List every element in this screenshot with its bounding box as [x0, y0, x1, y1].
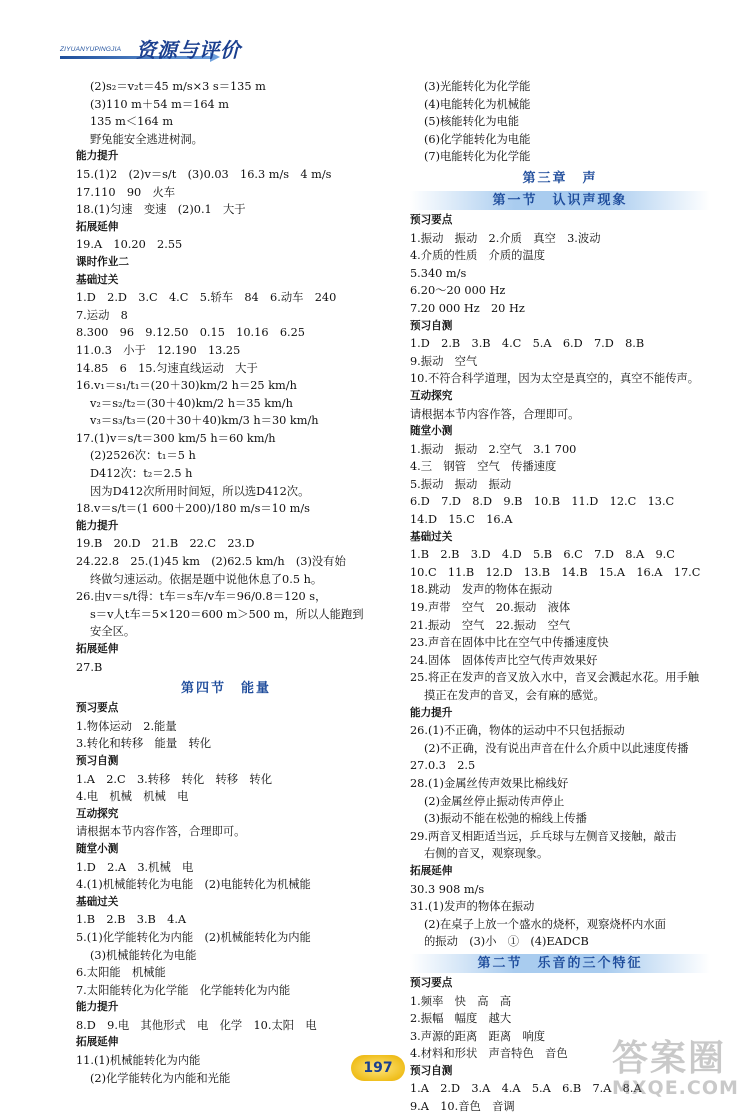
section-label: 预习自测	[410, 319, 453, 332]
watermark-text-top: 答案圈	[612, 1038, 727, 1079]
answer-line: (7)电能转化为化学能	[424, 150, 531, 164]
answer-line: D412次：t₂＝2.5 h	[90, 467, 193, 481]
answer-line: 24.22.8 25.(1)45 km (2)62.5 km/h (3)没有始	[76, 555, 346, 569]
answer-line: (3)振动不能在松弛的棉线上传播	[424, 812, 587, 826]
answer-line: 19.声带 空气 20.振动 液体	[410, 601, 571, 615]
section-label: 预习要点	[410, 976, 453, 989]
section-heading: 第四节 能量	[180, 681, 271, 697]
answer-line: 30.3 908 m/s	[410, 882, 485, 896]
answer-line: 29.两音叉相距适当远，乒乓球与左侧音叉接触，敲击	[410, 829, 677, 843]
answer-line: 7.运动 8	[76, 308, 128, 322]
section-label: 拓展延伸	[76, 643, 119, 655]
section-label: 预习自测	[410, 1064, 453, 1077]
section-label: 互动探究	[76, 807, 119, 820]
answer-line: 17.110 90 火车	[76, 185, 176, 199]
answer-line: 14.D 15.C 16.A	[410, 513, 513, 527]
answer-line: 18.跳动 发声的物体在振动	[410, 583, 553, 597]
section-label: 预习自测	[76, 754, 119, 767]
answer-line: 4.三 钢管 空气 传播速度	[410, 460, 557, 474]
section-label: 课时作业二	[76, 255, 129, 268]
answer-line: 14.85 6 15.匀速直线运动 大于	[76, 361, 258, 375]
answer-line: 1.D 2.D 3.C 4.C 5.轿车 84 6.动车 240	[76, 291, 337, 305]
answer-line: 9.A 10.音色 音调	[410, 1100, 515, 1114]
section-label: 拓展延伸	[410, 864, 453, 877]
answer-line: (5)核能转化为电能	[424, 115, 520, 129]
answer-line: (2)在桌子上放一个盛水的烧杯，观察烧杯内水面	[424, 917, 666, 931]
answer-line: 21.振动 空气 22.振动 空气	[410, 618, 571, 632]
answer-line: 7.太阳能转化为化学能 化学能转化为内能	[76, 983, 291, 997]
answer-line: 8.300 96 9.12.50 0.15 10.16 6.25	[76, 326, 305, 340]
answer-line: 28.(1)金属丝传声效果比棉线好	[410, 776, 569, 790]
answer-line: 2.振幅 幅度 越大	[410, 1012, 512, 1026]
section-label: 能力提升	[76, 1001, 119, 1014]
answer-line: v₂＝s₂/t₂＝(30＋40)km/2 h＝35 km/h	[90, 396, 293, 410]
answer-line: 右侧的音叉，观察现象。	[424, 847, 549, 861]
section-label: 互动探究	[410, 389, 453, 402]
section-label: 能力提升	[76, 150, 119, 163]
answer-line: (2)不正确，没有说出声音在什么介质中以此速度传播	[424, 741, 689, 755]
section-label: 预习要点	[410, 213, 453, 226]
answer-line: 4.材料和形状 声音特色 音色	[410, 1047, 568, 1061]
answer-line: 25.将正在发声的音叉放入水中，音叉会溅起水花。用手触	[410, 671, 700, 685]
page-number: 197	[351, 1055, 405, 1081]
answer-line: 因为D412次所用时间短，所以选D412次。	[90, 484, 310, 498]
section-label: 随堂小测	[410, 425, 453, 438]
answer-line: 27.B	[76, 660, 103, 674]
answer-line: 5.340 m/s	[410, 266, 467, 280]
answer-line: 11.0.3 小于 12.190 13.25	[76, 343, 241, 357]
answer-line: v₃＝s₃/t₃＝(20＋30＋40)km/3 h＝30 km/h	[90, 414, 319, 428]
answer-line: 3.转化和转移 能量 转化	[76, 737, 212, 751]
answer-line: 1.物体运动 2.能量	[76, 719, 177, 733]
answer-line: 18.v＝s/t＝(1 600＋200)/180 m/s＝10 m/s	[76, 502, 310, 516]
answer-line: 1.振动 振动 2.空气 3.1 700	[410, 442, 577, 456]
answer-line: 终做匀速运动。依据是题中说他休息了0.5 h。	[90, 572, 323, 586]
right-column	[410, 78, 710, 1116]
answer-line: (2)s₂＝v₂t＝45 m/s×3 s＝135 m	[90, 80, 266, 93]
answer-line: (2)化学能转化为内能和光能	[90, 1071, 231, 1085]
header-title: 资源与评价	[136, 38, 241, 62]
header-pinyin: ZIYUANYUPINGJIA	[60, 46, 122, 53]
answer-line: 6.太阳能 机械能	[76, 966, 166, 980]
answer-line: 1.D 2.A 3.机械 电	[76, 860, 194, 874]
answer-line: s＝v人t车＝5×120＝600 m＞500 m，所以人能跑到	[90, 607, 364, 621]
answer-line: 的振动 (3)小 ① (4)EADCB	[424, 935, 589, 949]
answer-line: (3)光能转化为化学能	[424, 80, 531, 93]
section-label: 随堂小测	[76, 842, 119, 855]
answer-line: 野兔能安全逃进树洞。	[90, 132, 203, 146]
section-label: 基础过关	[410, 530, 453, 543]
section-heading: 第一节 认识声现象	[410, 191, 710, 210]
answer-line: 15.(1)2 (2)v＝s/t (3)0.03 16.3 m/s 4 m/s	[76, 167, 332, 181]
answer-line: 请根据本节内容作答，合理即可。	[410, 407, 580, 421]
section-heading: 第三章 声	[522, 170, 598, 186]
answer-line: 1.D 2.B 3.B 4.C 5.A 6.D 7.D 8.B	[410, 337, 645, 351]
answer-line: (2)2526次：t₁＝5 h	[90, 449, 196, 463]
answer-line: (3)110 m＋54 m＝164 m	[90, 97, 230, 111]
answer-line: 6.20～20 000 Hz	[410, 284, 506, 298]
answer-line: 1.频率 快 高 高	[410, 994, 512, 1008]
page-header	[60, 32, 360, 66]
answer-line: 4.(1)机械能转化为电能 (2)电能转化为机械能	[76, 878, 311, 892]
answer-line: 4.电 机械 机械 电	[76, 790, 189, 804]
answer-line: 24.固体 固体传声比空气传声效果好	[410, 653, 598, 667]
answer-line: 26.由v＝s/t得：t车＝s车/v车＝96/0.8＝120 s，	[76, 590, 327, 604]
answer-line: 9.振动 空气	[410, 354, 478, 368]
answer-line: 请根据本节内容作答，合理即可。	[76, 825, 246, 839]
answer-line: 16.v₁＝s₁/t₁＝(20＋30)km/2 h＝25 km/h	[76, 379, 297, 393]
section-label: 能力提升	[76, 519, 119, 532]
section-label: 拓展延伸	[76, 220, 119, 233]
answer-line: 6.D 7.D 8.D 9.B 10.B 11.D 12.C 13.C	[410, 495, 675, 509]
answer-line: 23.声音在固体中比在空气中传播速度快	[410, 636, 609, 650]
answer-line: 17.(1)v＝s/t＝300 km/5 h＝60 km/h	[76, 431, 276, 445]
answer-line: 18.(1)匀速 变速 (2)0.1 大于	[76, 203, 246, 217]
answer-line: 安全区。	[90, 625, 136, 639]
answer-line: 5.(1)化学能转化为内能 (2)机械能转化为内能	[76, 930, 311, 944]
answer-line: 135 m＜164 m	[90, 115, 174, 129]
answer-line: 8.D 9.电 其他形式 电 化学 10.太阳 电	[76, 1018, 317, 1032]
watermark-logo	[612, 1030, 742, 1105]
answer-line: 1.B 2.B 3.D 4.D 5.B 6.C 7.D 8.A 9.C	[410, 548, 675, 562]
answer-line: (6)化学能转化为电能	[424, 132, 531, 146]
answer-line: (4)电能转化为机械能	[424, 97, 531, 111]
answer-line: 1.振动 振动 2.介质 真空 3.波动	[410, 231, 601, 245]
section-label: 能力提升	[410, 706, 453, 719]
answer-line: 7.20 000 Hz 20 Hz	[410, 301, 525, 315]
answer-line: (2)金属丝停止振动传声停止	[424, 794, 565, 808]
answer-line: 26.(1)不正确，物体的运动中不只包括振动	[410, 724, 625, 738]
answer-line: 11.(1)机械能转化为内能	[76, 1054, 201, 1068]
section-label: 预习要点	[76, 702, 119, 715]
answer-line: 1.A 2.D 3.A 4.A 5.A 6.B 7.A 8.A	[410, 1082, 642, 1096]
answer-line: 27.0.3 2.5	[410, 759, 476, 773]
section-label: 基础过关	[76, 273, 119, 286]
section-label: 拓展延伸	[76, 1036, 119, 1049]
answer-line: 3.声源的距离 距离 响度	[410, 1029, 546, 1043]
answer-line: 4.介质的性质 介质的温度	[410, 249, 546, 263]
answer-line: (3)机械能转化为电能	[90, 948, 197, 962]
answer-line: 10.不符合科学道理，因为太空是真空的，真空不能传声。	[410, 372, 700, 386]
section-heading: 第二节 乐音的三个特征	[410, 954, 710, 973]
answer-line: 摸正在发声的音叉，会有麻的感觉。	[424, 689, 605, 702]
answer-line: 1.A 2.C 3.转移 转化 转移 转化	[76, 772, 272, 786]
left-column	[76, 78, 376, 1087]
watermark-text-bottom: MXQE.COM	[612, 1077, 739, 1099]
answer-line: 1.B 2.B 3.B 4.A	[76, 913, 187, 927]
answer-line: 19.A 10.20 2.55	[76, 238, 183, 252]
answer-line: 19.B 20.D 21.B 22.C 23.D	[76, 537, 255, 551]
answer-line: 5.振动 振动 振动	[410, 477, 512, 491]
answer-line: 10.C 11.B 12.D 13.B 14.B 15.A 16.A 17.C	[410, 565, 701, 579]
section-label: 基础过关	[76, 895, 119, 908]
answer-line: 31.(1)发声的物体在振动	[410, 900, 535, 914]
